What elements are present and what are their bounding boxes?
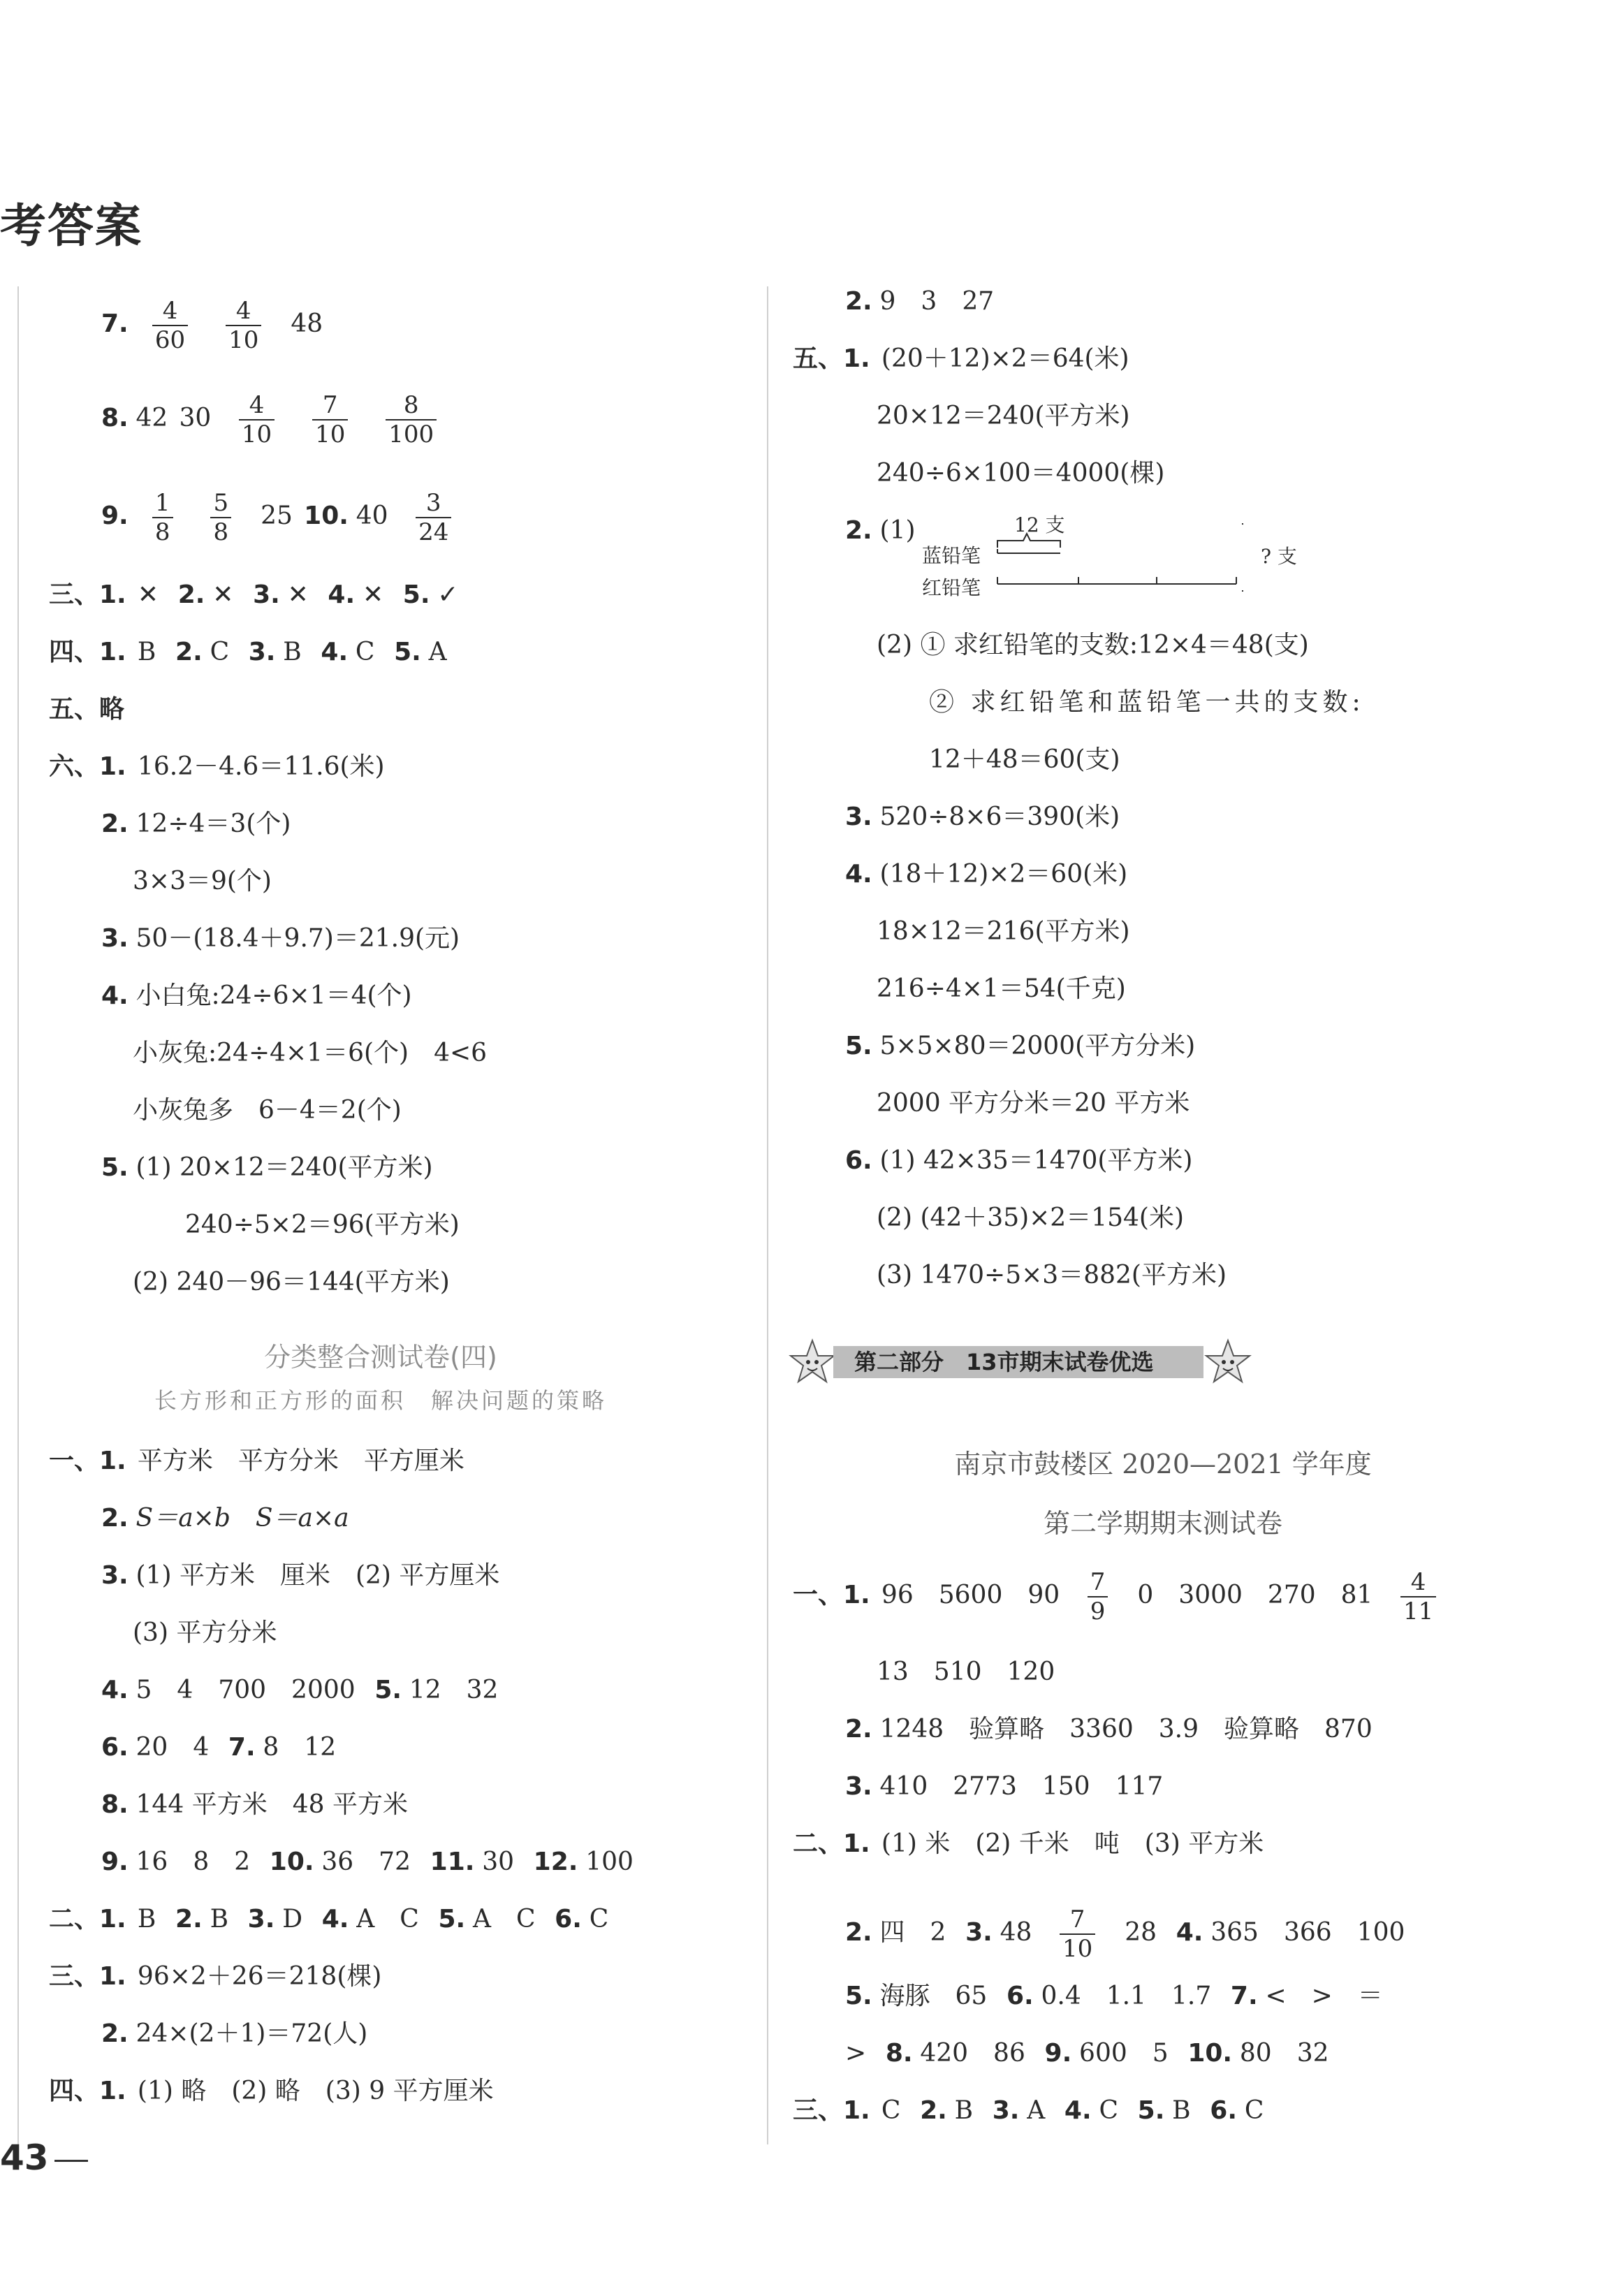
section-6-q5-line2: 240÷5×2＝96(平方米) <box>185 1211 460 1239</box>
page-number-dash <box>54 2160 88 2162</box>
test4-q4-5: 4. 5 4 700 2000 5. 12 32 <box>101 1676 499 1704</box>
section-5-q5: 5. 5×5×80＝2000(平方分米) <box>845 1032 1196 1060</box>
section-6-q5-line3: (2) 240－96＝144(平方米) <box>133 1268 450 1296</box>
exam-q1: 一、1. 96 5600 90 $\frac{7}{9}$ 0 3000 270 81 $\frac{4}{11}$ <box>793 1568 1458 1625</box>
test4-q9-12: 9. 16 8 2 10. 36 72 11. 30 12. 100 <box>101 1848 634 1876</box>
exam-section2-q2-4: 2. 四 2 3. 48 $\frac{7}{10}$ 28 4. 365 366 100 <box>845 1906 1405 1963</box>
section-5-q4: 4. (18＋12)×2＝60(米) <box>845 860 1128 889</box>
test4-q3: 3. (1) 平方米 厘米 (2) 平方厘米 <box>101 1561 500 1590</box>
pencil-diagram <box>922 510 1243 601</box>
test4-section4-q1: 四、1. (1) 略 (2) 略 (3) 9 平方厘米 <box>49 2077 494 2105</box>
section-6-q4: 4. 小白兔:24÷6×1＝4(个) <box>101 981 412 1010</box>
answer-2: 2. 9 3 27 <box>845 287 995 316</box>
section-5-q4-line3: 216÷4×1＝54(千克) <box>877 974 1126 1003</box>
section-5-q1-line2: 20×12＝240(平方米) <box>877 402 1130 430</box>
section-5-answer: 五、略 <box>49 695 125 724</box>
section-5-q2-line1: (2) ① 求红铅笔的支数:12×4＝48(支) <box>877 631 1309 659</box>
section-5-q3: 3. 520÷8×6＝390(米) <box>845 803 1120 831</box>
section-6-q4-line2: 小灰兔:24÷4×1＝6(个) 4<6 <box>133 1039 488 1067</box>
star-mascot-icon <box>1203 1338 1252 1387</box>
section-5-q6: 6. (1) 42×35＝1470(平方米) <box>845 1146 1193 1175</box>
section-6-q4-line3: 小灰兔多 6－4＝2(个) <box>133 1096 402 1125</box>
section-6-q2-line2: 3×3＝9(个) <box>133 867 272 895</box>
section-5-q4-line2: 18×12＝216(平方米) <box>877 917 1130 946</box>
answer-7: 7. $\frac{4}{60}$ $\frac{4}{10}$ 48 <box>101 297 323 354</box>
test4-q8: 8. 144 平方米 48 平方米 <box>101 1790 408 1819</box>
page-title: 考答案 <box>0 199 142 253</box>
section-subtitle: 长方形和正方形的面积 解决问题的策略 <box>154 1387 607 1414</box>
section-5-q6-line3: (3) 1470÷5×3＝882(平方米) <box>877 1261 1227 1289</box>
answer-9-10: 9. $\frac{1}{8}$ $\frac{5}{8}$ 25 10. 40 $\frac{3}{24}$ <box>101 489 473 546</box>
diagram-total-label: 12 支 <box>1014 513 1065 536</box>
section-3-answers: 三、1. ✕ 2. ✕ 3. ✕ 4. ✕ 5. ✓ <box>49 580 459 609</box>
test4-q1: 一、1. 平方米 平方分米 平方厘米 <box>49 1447 464 1475</box>
diagram-red-label: 红铅笔 <box>922 576 981 599</box>
part-two-banner <box>788 1338 1249 1387</box>
exam-section3: 三、1. C 2. B 3. A 4. C 5. B 6. C <box>793 2096 1264 2125</box>
banner-label: 第二部分 13市期末试卷优选 <box>833 1346 1203 1378</box>
section-title: 分类整合测试卷(四) <box>264 1342 497 1373</box>
test4-q2: 2. S＝a×b S＝a×a <box>101 1504 349 1533</box>
exam-q1-line2: 13 510 120 <box>877 1658 1055 1686</box>
diagram-question-label: ? 支 <box>1261 545 1297 568</box>
section-6-q5: 5. (1) 20×12＝240(平方米) <box>101 1153 433 1182</box>
section-4-answers: 四、1. B 2. C 3. B 4. C 5. A <box>49 638 447 666</box>
section-5-q2: 2. (1) <box>845 516 916 545</box>
section-6-q3: 3. 50－(18.4＋9.7)＝21.9(元) <box>101 924 460 953</box>
test4-section2: 二、1. B 2. B 3. D 4. A C 5. A C 6. C <box>49 1905 609 1933</box>
exam-title-1: 南京市鼓楼区 2020—2021 学年度 <box>954 1449 1372 1479</box>
section-6-q2: 2. 12÷4＝3(个) <box>101 810 291 838</box>
exam-section2-q5-7: 5. 海豚 65 6. 0.4 1.1 1.7 7. < > ＝ <box>845 1982 1383 2010</box>
exam-q3: 3. 410 2773 150 117 <box>845 1772 1164 1801</box>
page-number: 43 <box>0 2137 49 2178</box>
star-mascot-icon <box>788 1338 837 1387</box>
exam-q2: 2. 1248 验算略 3360 3.9 验算略 870 <box>845 1715 1373 1743</box>
section-6-q1: 六、1. 16.2－4.6＝11.6(米) <box>49 752 385 781</box>
exam-section2-q8-10: > 8. 420 86 9. 600 5 10. 80 32 <box>845 2039 1329 2068</box>
column-divider <box>17 286 19 2144</box>
section-5-q2-line2: ② 求红铅笔和蓝铅笔一共的支数: <box>929 688 1365 717</box>
exam-title-2: 第二学期期末测试卷 <box>1043 1508 1282 1539</box>
test4-section3-q2: 2. 24×(2＋1)＝72(人) <box>101 2019 368 2048</box>
diagram-blue-label: 蓝铅笔 <box>922 544 981 567</box>
section-5-q2-line3: 12＋48＝60(支) <box>929 745 1120 774</box>
section-5-q1: 五、1. (20＋12)×2＝64(米) <box>793 344 1129 373</box>
answer-8: 8. 42 30 $\frac{4}{10}$ $\frac{7}{10}$ $\frac{8}{100}$ <box>101 391 458 448</box>
section-5-q6-line2: (2) (42＋35)×2＝154(米) <box>877 1204 1185 1232</box>
section-5-q1-line3: 240÷6×100＝4000(棵) <box>877 459 1165 488</box>
section-5-q5-line2: 2000 平方分米＝20 平方米 <box>877 1089 1190 1118</box>
test4-q6-7: 6. 20 4 7. 8 12 <box>101 1733 337 1762</box>
exam-section2-q1: 二、1. (1) 米 (2) 千米 吨 (3) 平方米 <box>793 1829 1264 1858</box>
column-divider <box>767 286 768 2144</box>
test4-q3-line2: (3) 平方分米 <box>133 1618 277 1647</box>
test4-section3-q1: 三、1. 96×2＋26＝218(棵) <box>49 1962 382 1991</box>
